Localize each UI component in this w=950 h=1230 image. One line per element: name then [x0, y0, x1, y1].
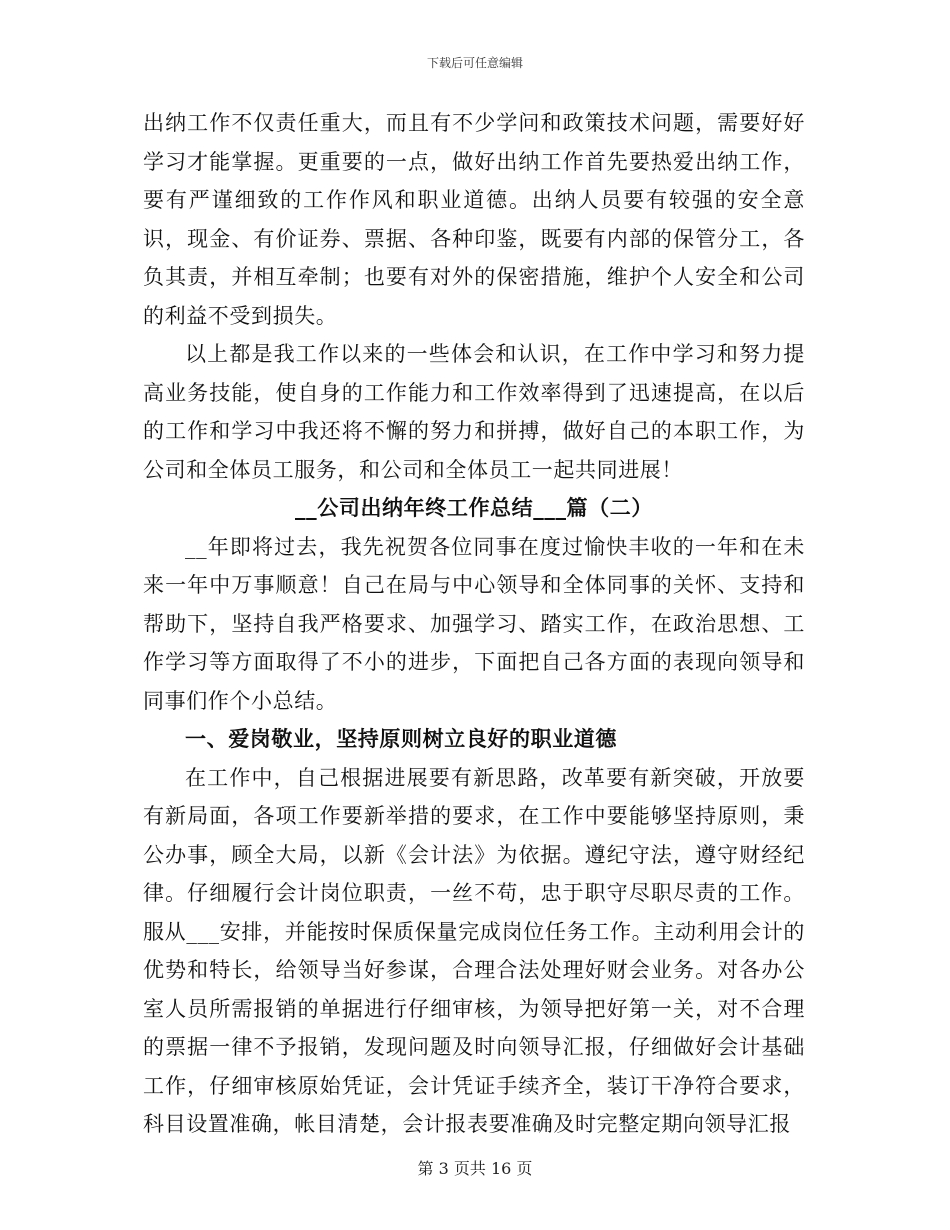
- page-number: 第 3 页共 16 页: [417, 1159, 533, 1178]
- paragraph-cashier-responsibility: 出纳工作不仅责任重大，而且有不少学问和政策技术问题，需要好好学习才能掌握。更重要的一点，做好出纳工作首先要热爱出纳工作，要有严谨细致的工作作风和职业道德。出纳人员要有较强的安全意识，现金、有价证券、票据、各种印鉴，既要有内部的保管分工，各负其责，并相互牵制；也要有对外的保密措施，维护个人安全和公司的利益不受到损失。: [143, 111, 805, 328]
- document-body: [143, 104, 805, 1144]
- page-header-note: 下载后可任意编辑: [426, 56, 523, 70]
- paragraph-experience-summary: 以上都是我工作以来的一些体会和认识，在工作中学习和努力提高业务技能，使自身的工作能力和工作效率得到了迅速提高，在以后的工作和学习中我还将不懈的努力和拼搏，做好自己的本职工作，为公司和全体员工服务，和公司和全体员工一起共同进展！: [143, 342, 805, 482]
- paragraph-year-greeting: __年即将过去，我先祝贺各位同事在度过愉快丰收的一年和在未来一年中万事顺意！自己在局与中心领导和全体同事的关怀、支持和帮助下，坚持自我严格要求、加强学习、踏实工作，在政治思想、工作学习等方面取得了不小的进步，下面把自己各方面的表现向领导和同事们作个小总结。: [143, 534, 805, 713]
- subsection-title-1: 一、爱岗敬业，坚持原则树立良好的职业道德: [185, 726, 617, 751]
- paragraph-work-principles: 在工作中，自己根据进展要有新思路，改革要有新突破，开放要有新局面，各项工作要新举措的要求，在工作中要能够坚持原则，秉公办事，顾全大局，以新《会计法》为依据。遵纪守法，遵守财经纪律。仔细履行会计岗位职责，一丝不苟，忠于职守尽职尽责的工作。服从___安排，并能按时保质保量完成岗位任务工作。主动利用会计的优势和特长，给领导当好参谋，合理合法处理好财会业务。对各办公室人员所需报销的单据进行仔细审核，为领导把好第一关，对不合理的票据一律不予报销，发现问题及时向领导汇报，仔细做好会计基础工作，仔细审核原始凭证，会计凭证手续齐全，装订干净符合要求，科目设置准确，帐目清楚，会计报表要准确及时完整定期向领导汇报: [143, 765, 805, 1136]
- section-title: __公司出纳年终工作总结___篇（二）: [295, 495, 653, 520]
